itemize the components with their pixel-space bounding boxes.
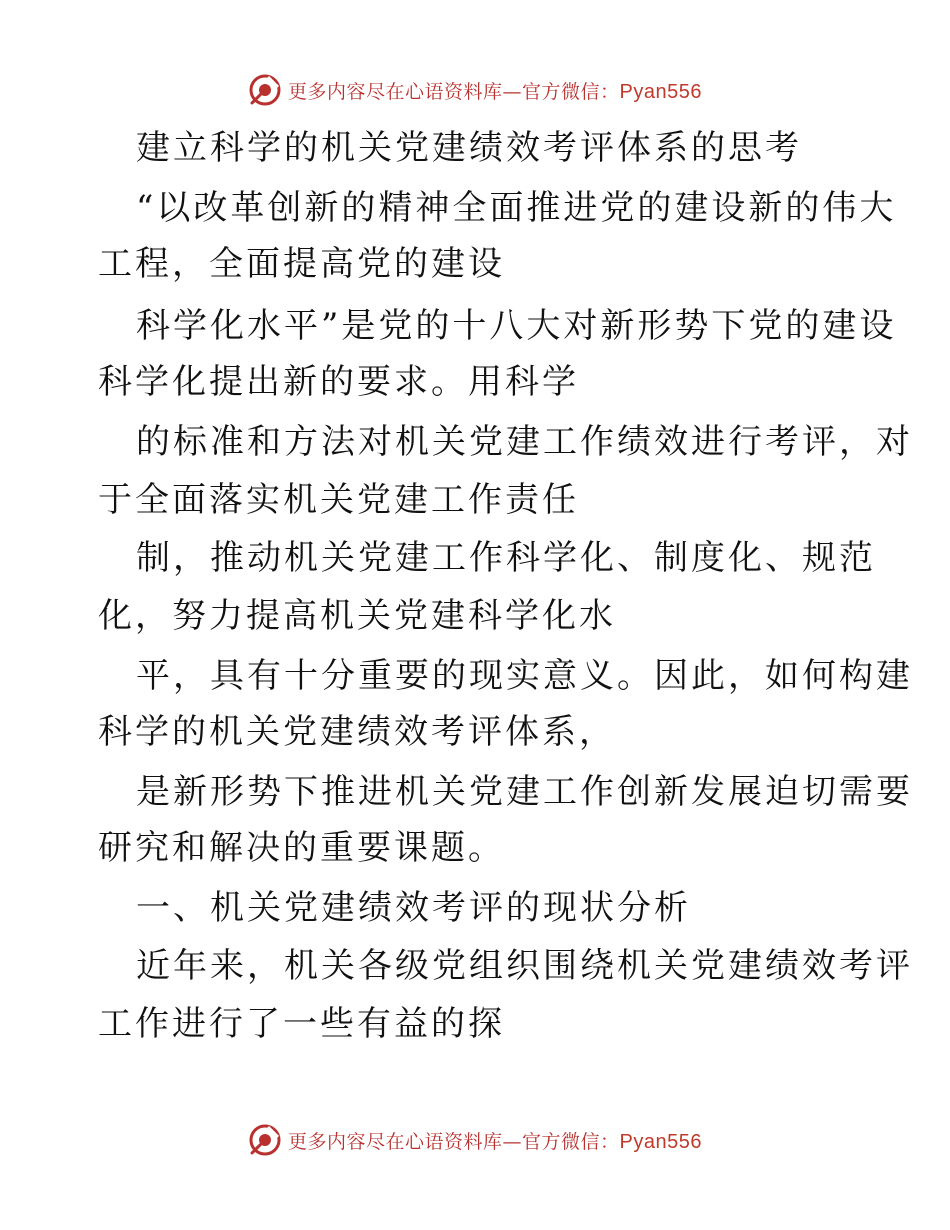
paragraph-line: 近年来，机关各级党组织围绕机关党建绩效考评 xyxy=(136,946,913,986)
paragraph-line: 化，努力提高机关党建科学化水 xyxy=(98,596,616,636)
paragraph-line: 工程，全面提高党的建设 xyxy=(98,244,505,284)
document-title: 建立科学的机关党建绩效考评体系的思考 xyxy=(136,128,802,168)
pen-logo-icon xyxy=(248,1123,282,1157)
watermark-wechat-id: Pyan556 xyxy=(619,1130,702,1153)
paragraph-line: 的标准和方法对机关党建工作绩效进行考评，对 xyxy=(136,422,913,462)
paragraph-line: 科学的机关党建绩效考评体系， xyxy=(98,712,616,752)
watermark-text xyxy=(288,1127,702,1154)
paragraph-line: “以改革创新的精神全面推进党的建设新的伟大 xyxy=(136,188,897,228)
watermark-prefix: 更多内容尽在心语资料库—官方微信： xyxy=(288,80,620,103)
paragraph-line: 制，推动机关党建工作科学化、制度化、规范 xyxy=(136,538,876,578)
paragraph-line: 于全面落实机关党建工作责任 xyxy=(98,480,579,520)
footer-watermark-banner xyxy=(0,1120,950,1160)
section-heading: 一、机关党建绩效考评的现状分析 xyxy=(136,888,691,928)
header-watermark-banner xyxy=(0,70,950,110)
paragraph-line: 研究和解决的重要课题。 xyxy=(98,828,505,868)
watermark-text xyxy=(288,77,702,104)
paragraph-line: 工作进行了一些有益的探 xyxy=(98,1004,505,1044)
paragraph-line: 科学化水平”是党的十八大对新形势下党的建设 xyxy=(136,306,897,346)
watermark-wechat-id: Pyan556 xyxy=(619,80,702,103)
paragraph-line: 是新形势下推进机关党建工作创新发展迫切需要 xyxy=(136,772,913,812)
watermark-prefix: 更多内容尽在心语资料库—官方微信： xyxy=(288,1130,620,1153)
paragraph-line: 科学化提出新的要求。用科学 xyxy=(98,362,579,402)
paragraph-line: 平，具有十分重要的现实意义。因此，如何构建 xyxy=(136,656,913,696)
pen-logo-icon xyxy=(248,73,282,107)
